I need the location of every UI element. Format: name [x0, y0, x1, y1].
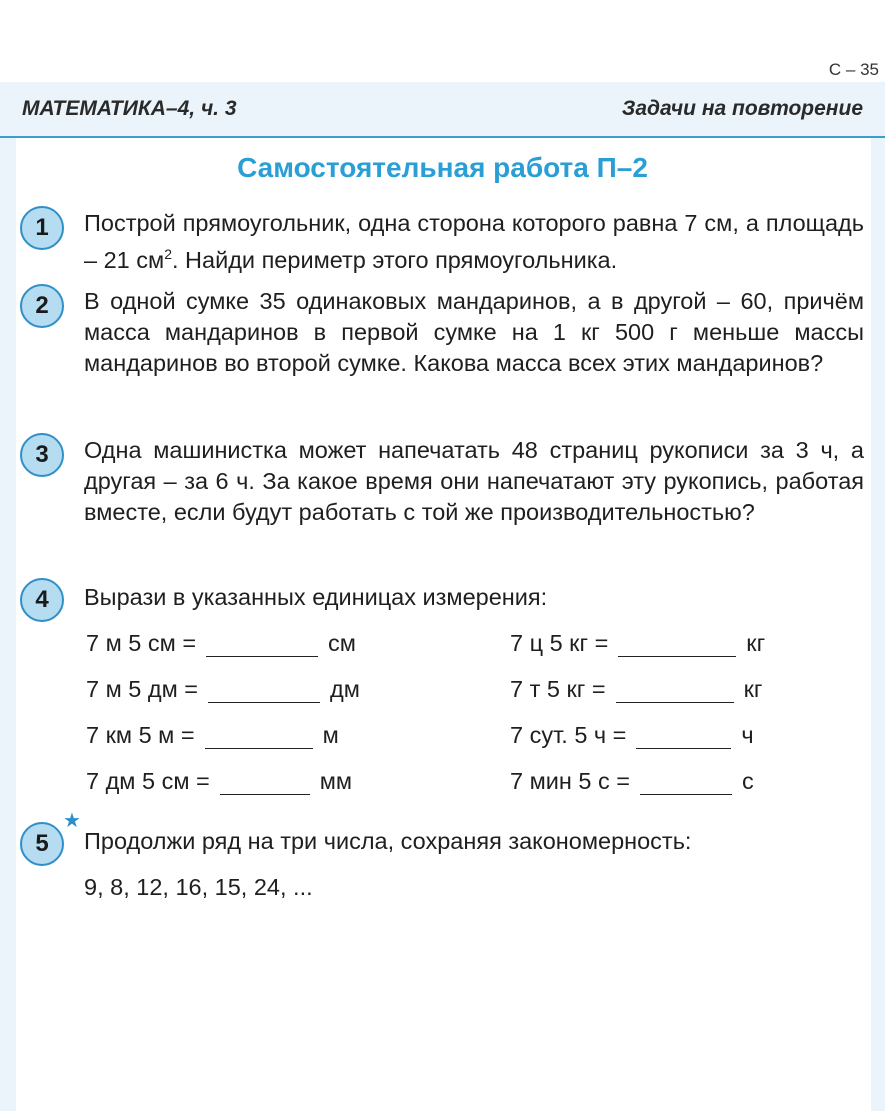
- answer-blank[interactable]: [206, 632, 318, 657]
- number-sequence: 9, 8, 12, 16, 15, 24, ...: [84, 874, 313, 900]
- task-text: Построй прямоугольник, одна сторона которого равна 7 см, а площадь – 21 $см^2$. Найди периметр этого прямоугольника.: [84, 210, 864, 273]
- answer-blank[interactable]: [205, 724, 313, 749]
- conversion-item: 7 м 5 см = см: [86, 630, 356, 656]
- page-header: [0, 82, 885, 138]
- task-number: 5: [20, 822, 64, 866]
- task-text: В одной сумке 35 одинаковых мандаринов, а в другой – 60, причём масса мандаринов в первой сумке на 1 кг 500 г меньше массы мандаринов во второй сумке. Какова масса всех этих мандаринов?: [84, 288, 864, 376]
- answer-blank[interactable]: [208, 678, 320, 703]
- section-title: Задачи на повторение: [621, 97, 863, 120]
- conversion-item: 7 км 5 м = м: [86, 722, 339, 748]
- answer-blank[interactable]: [636, 724, 731, 749]
- task-text: Продолжи ряд на три числа, сохраняя закономерность:: [84, 828, 692, 854]
- book-title: МАТЕМАТИКА–4, ч. 3: [22, 97, 237, 120]
- conversion-item: 7 сут. 5 ч = ч: [510, 722, 754, 748]
- answer-blank[interactable]: [220, 770, 310, 795]
- answer-blank[interactable]: [640, 770, 732, 795]
- task-number: 1: [20, 206, 64, 250]
- conversion-item: 7 мин 5 с = с: [510, 768, 754, 794]
- task-number: 3: [20, 433, 64, 477]
- task-number: 4: [20, 578, 64, 622]
- task-number: 2: [20, 284, 64, 328]
- answer-blank[interactable]: [618, 632, 736, 657]
- worksheet: [16, 138, 871, 1111]
- task-text: Одна машинистка может напечатать 48 страниц рукописи за 3 ч, а другая – за 6 ч. За какое время они напечатают эту рукопись, работая вместе, если будут работать с той же производительностью?: [84, 437, 864, 525]
- page-code: С – 35: [828, 60, 879, 79]
- worksheet-title: Самостоятельная работа П–2: [237, 152, 648, 183]
- conversion-item: 7 м 5 дм = дм: [86, 676, 360, 702]
- conversion-item: 7 дм 5 см = мм: [86, 768, 353, 794]
- task-text: Вырази в указанных единицах измерения:: [84, 584, 548, 610]
- conversion-item: 7 ц 5 кг = кг: [510, 630, 766, 656]
- star-icon: ★: [63, 810, 81, 832]
- conversion-item: 7 т 5 кг = кг: [510, 676, 763, 702]
- answer-blank[interactable]: [616, 678, 734, 703]
